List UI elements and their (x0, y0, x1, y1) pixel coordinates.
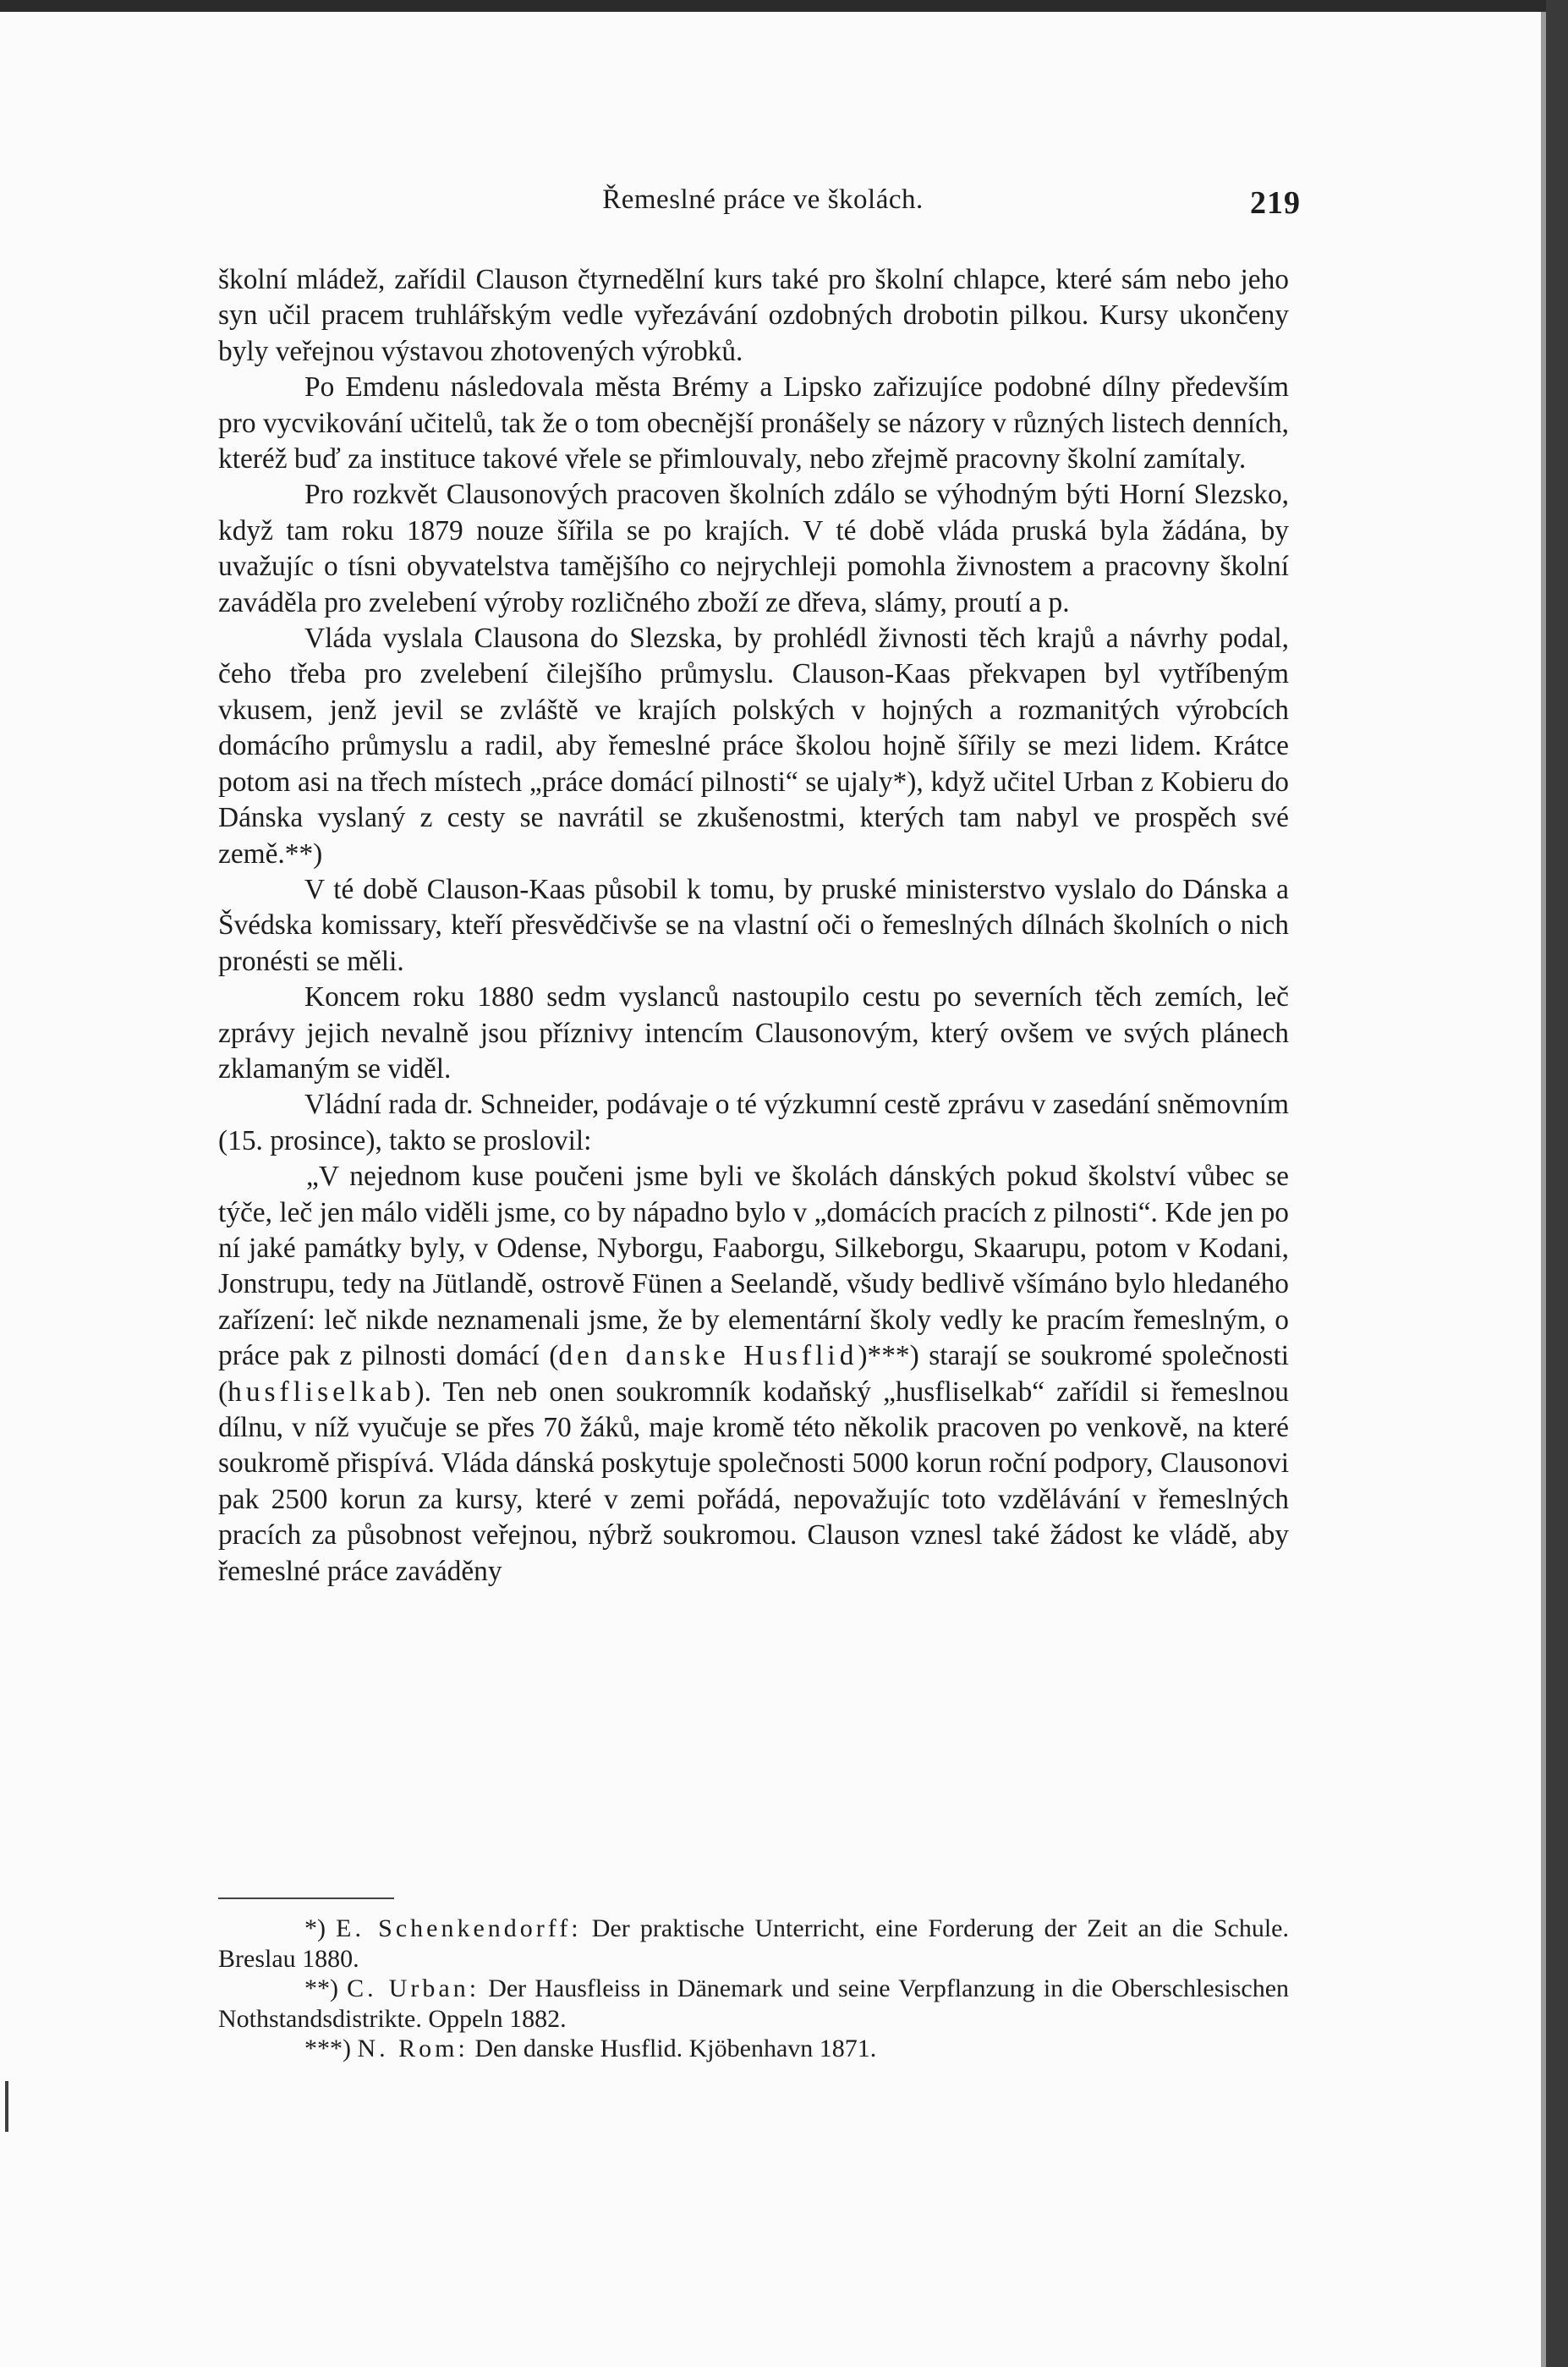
footnote-author: C. Urban: (347, 1974, 480, 2002)
footnote (218, 1974, 1289, 2034)
quote-term-danish: husfliselkab (228, 1376, 415, 1408)
footnote-text: Den danske Husflid. Kjöbenhavn 1871. (474, 2035, 877, 2062)
footnote-mark: **) (304, 1974, 338, 2002)
quote-text: )***) starají se soukromé společnosti ( (218, 1340, 1289, 1408)
paragraph: Vládní rada dr. Schneider, podávaje o té výzkumní cestě zprávu v zasedání sněmovním (15. prosince), takto se proslovil: (218, 1089, 1289, 1156)
paragraph: Pro rozkvět Clausonových pracoven školních zdálo se výhodným býti Horní Slezsko, když tam roku 1879 nouze šířila se po krajích. V té době vláda pruská byla žádána, by uvažujíc o tísni obyvatelstva tamějšího co nejrychleji pomohla živnostem a pracovny školní zaváděla pro zvelebení výroby rozličného zboží ze dřeva, slámy, proutí a p. (218, 479, 1289, 618)
scan-edge-top (0, 0, 1568, 12)
footnotes (218, 1914, 1289, 2064)
paragraph: Koncem roku 1880 sedm vyslanců nastoupilo cestu po severních těch zemích, leč zprávy jejich nevalně jsou příznivy intencím Clausonovým, který ovšem ve svých plánech zklamaným se viděl. (218, 981, 1289, 1085)
footnote-author: E. Schenkendorff: (336, 1914, 582, 1942)
footnote-mark: *) (304, 1914, 326, 1942)
quote-text: ). Ten neb onen soukromník kodaňský „husfliselkab“ zařídil si řemeslnou dílnu, v níž vyučuje se přes 70 žáků, maje kromě této několik pracoven po venkově, na které soukromě přispívá. Vláda dánská poskytuje společnosti 5000 korun roční podpory, Clausonovi pak 2500 korun za kursy, které v zemi pořádá, nepovažujíc toto vzdělávání v řemeslných pracích za působnost veřejnou, nýbrž soukromou. Clauson vznesl také žádost ke vládě, aby řemeslné práce zaváděny (218, 1376, 1289, 1587)
footnote (218, 1914, 1289, 1974)
quote-term-danish: den danske Husflid (558, 1340, 858, 1372)
footnote-mark: ***) (304, 2035, 351, 2062)
footnote-author: N. Rom: (357, 2035, 469, 2062)
footnote (218, 2034, 1289, 2064)
paragraph: Vláda vyslala Clausona do Slezska, by prohlédl živnosti těch krajů a návrhy podal, čeho třeba pro zvelebení čilejšího průmyslu. Clauson-Kaas překvapen byl vytříbeným vkusem, jenž jevil se zvláště ve krajích polských v hojných a rozmanitých výrobcích domácího průmyslu a radil, aby řemeslné práce školou hojně šířily se mezi lidem. Krátce potom asi na třech místech „práce domácí pilnosti“ se ujaly*), když učitel Urban z Kobieru do Dánska vyslaný z cesty se navrátil se zkušenostmi, kterých tam nabyl ve prospěch své země.**) (218, 623, 1289, 870)
running-head: Řemeslné práce ve školách. (602, 184, 924, 215)
paragraph: V té době Clauson-Kaas působil k tomu, by pruské ministerstvo vyslalo do Dánska a Švédska komissary, kteří přesvědčivše se na vlastní oči o řemeslných dílnách školních o nich pronésti se měli. (218, 873, 1289, 977)
footnote-divider (218, 1897, 394, 1899)
scan-edge-right (1546, 0, 1568, 2367)
scan-edge-mark (5, 2081, 8, 2132)
footnote-text: Der praktische Unterricht, eine Forderung der Zeit an die Schule. Breslau 1880. (218, 1914, 1289, 1973)
footnote-text: Der Hausfleiss in Dänemark und seine Verpflanzung in die Oberschlesischen Nothstandsdistrikte. Oppeln 1882. (218, 1974, 1290, 2033)
paragraph: Po Emdenu následovala města Brémy a Lipsko zařizujíce podobné dílny především pro vycvikování učitelů, tak že o tom obecnější pronášely se názory v různých listech denních, kteréž buď za instituce takové vřele se přimlouvaly, nebo zřejmě pracovny školní zamítaly. (218, 371, 1289, 475)
main-text (218, 262, 1289, 1590)
page-number: 219 (1250, 185, 1301, 221)
quotation (218, 1159, 1289, 1590)
quote-text: „V nejednom kuse poučeni jsme byli ve školách dánských pokud školství vůbec se týče, leč jen málo viděli jsme, co by nápadno bylo v „domácích pracích z pilnosti“. Kde jen po ní jaké památky byly, v Odense, Nyborgu, Faaborgu, Silkeborgu, Skaarupu, potom v Kodani, Jonstrupu, tedy na Jütlandě, ostrově Fünen a Seelandě, všudy bedlivě všímáno bylo hledaného zařízení: leč nikde neznamenali jsme, že by elementární školy vedly ke pracím řemeslným, o práce pak z pilnosti domácí ( (218, 1161, 1289, 1372)
paragraph: školní mládež, zařídil Clauson čtyrnedělní kurs také pro školní chlapce, které sám nebo jeho syn učil pracem truhlářským vedle vyřezávání ozdobných drobotin pilkou. Kursy ukončeny byly veřejnou výstavou zhotovených výrobků. (218, 264, 1289, 367)
